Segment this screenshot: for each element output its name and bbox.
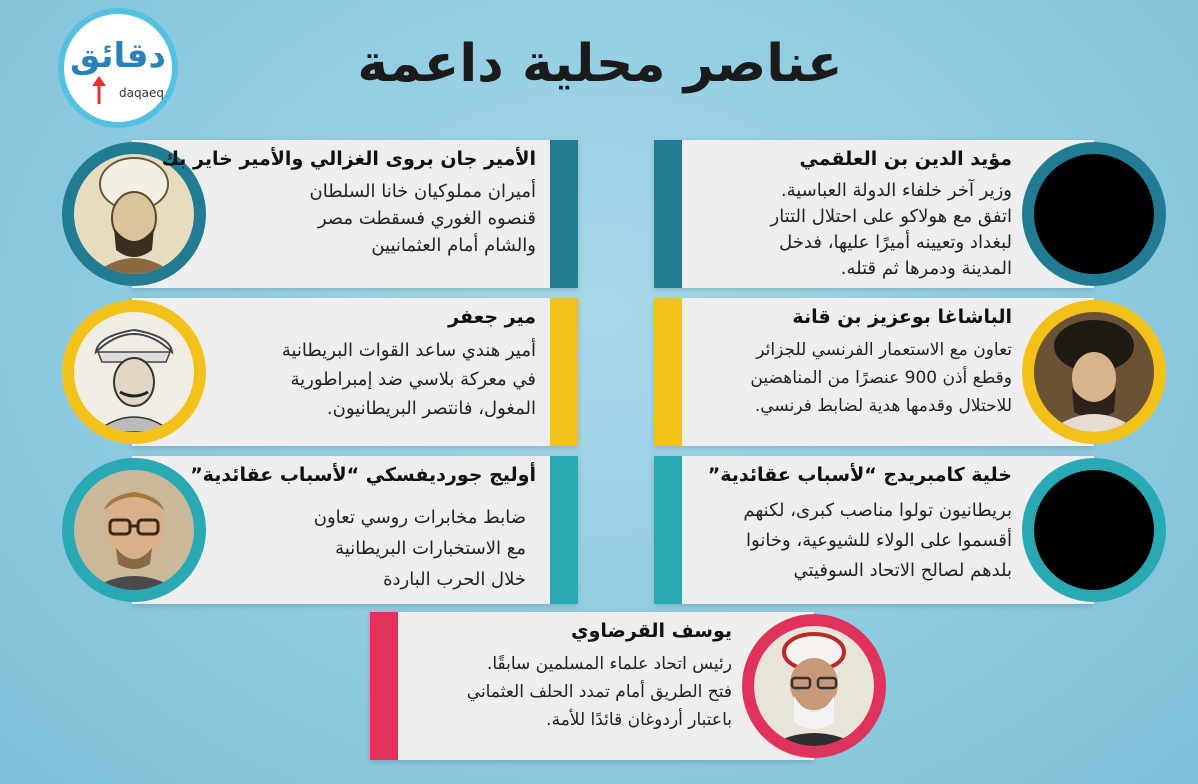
card-name: الأمير جان بروى الغزالي والأمير خاير بك (161, 148, 536, 170)
card-name: خلية كامبريدج “لأسباب عقائدية” (707, 464, 1012, 486)
card-description: ضابط مخابرات روسي تعاون مع الاستخبارات البريطانية خلال الحرب الباردة (313, 507, 526, 590)
card-stripe (370, 612, 398, 760)
card-stripe (654, 140, 682, 288)
card-gordievsky (132, 456, 578, 604)
portrait-cleric-image (754, 626, 874, 746)
card-qaradawi (370, 612, 814, 760)
page-title: عناصر محلية داعمة (357, 34, 843, 94)
portrait-sketch-image (74, 312, 194, 432)
card-description: بريطانيون تولوا مناصب كبرى، لكنهم أقسموا على الولاء للشيوعية، وخانوا بلدهم لصالح الاتحاد السوفيتي (743, 500, 1012, 581)
portrait-painting-image (1034, 312, 1154, 432)
card-stripe (550, 140, 578, 288)
card-description: تعاون مع الاستعمار الفرنسي للجزائر وقطع أذن 900 عنصرًا من المناهضين للاحتلال وقدمها هدية لضابط فرنسي. (750, 340, 1012, 416)
card-name: الباشاغا بوعزيز بن قانة (792, 306, 1012, 328)
card-stripe (654, 456, 682, 604)
card-mir-jafar (132, 298, 578, 446)
logo-latin-text: daqaeq (119, 86, 164, 100)
photo-placeholder-black (1034, 470, 1154, 590)
card-name: مير جعفر (448, 306, 536, 328)
card-description: وزير آخر خلفاء الدولة العباسية. اتفق مع هولاكو على احتلال التتار لبغداد وتعيينه أميرًا عليها، فدخل المدينة ودمرها ثم قتله. (770, 180, 1012, 279)
card-bouaziz-ben-gana (654, 298, 1094, 446)
card-mamluk-emirs (132, 140, 578, 288)
logo-arabic-text: دقائق (70, 36, 166, 76)
card-name: يوسف القرضاوي (571, 620, 732, 642)
card-name: مؤيد الدين بن العلقمي (799, 148, 1012, 170)
card-ibn-alalqami (654, 140, 1094, 288)
card-stripe (654, 298, 682, 446)
portrait-turban-image (74, 154, 194, 274)
daqaeq-logo (58, 8, 178, 128)
card-stripe (550, 456, 578, 604)
card-name: أوليج جورديفسكي “لأسباب عقائدية” (190, 464, 536, 486)
card-description: رئيس اتحاد علماء المسلمين سابقًا. فتح الطريق أمام تمدد الحلف العثماني باعتبار أردوغان قائدًا للأمة. (466, 654, 732, 730)
photo-placeholder-black (1034, 154, 1154, 274)
card-stripe (550, 298, 578, 446)
card-description: أميران مملوكيان خانا السلطان قنصوه الغوري فسقطت مصر والشام أمام العثمانيين (309, 181, 536, 256)
portrait-glasses-image (74, 470, 194, 590)
card-description: أمير هندي ساعد القوات البريطانية في معركة بلاسي ضد إمبراطورية المغول، فانتصر البريطانيون. (281, 340, 536, 419)
card-cambridge-cell (654, 456, 1094, 604)
